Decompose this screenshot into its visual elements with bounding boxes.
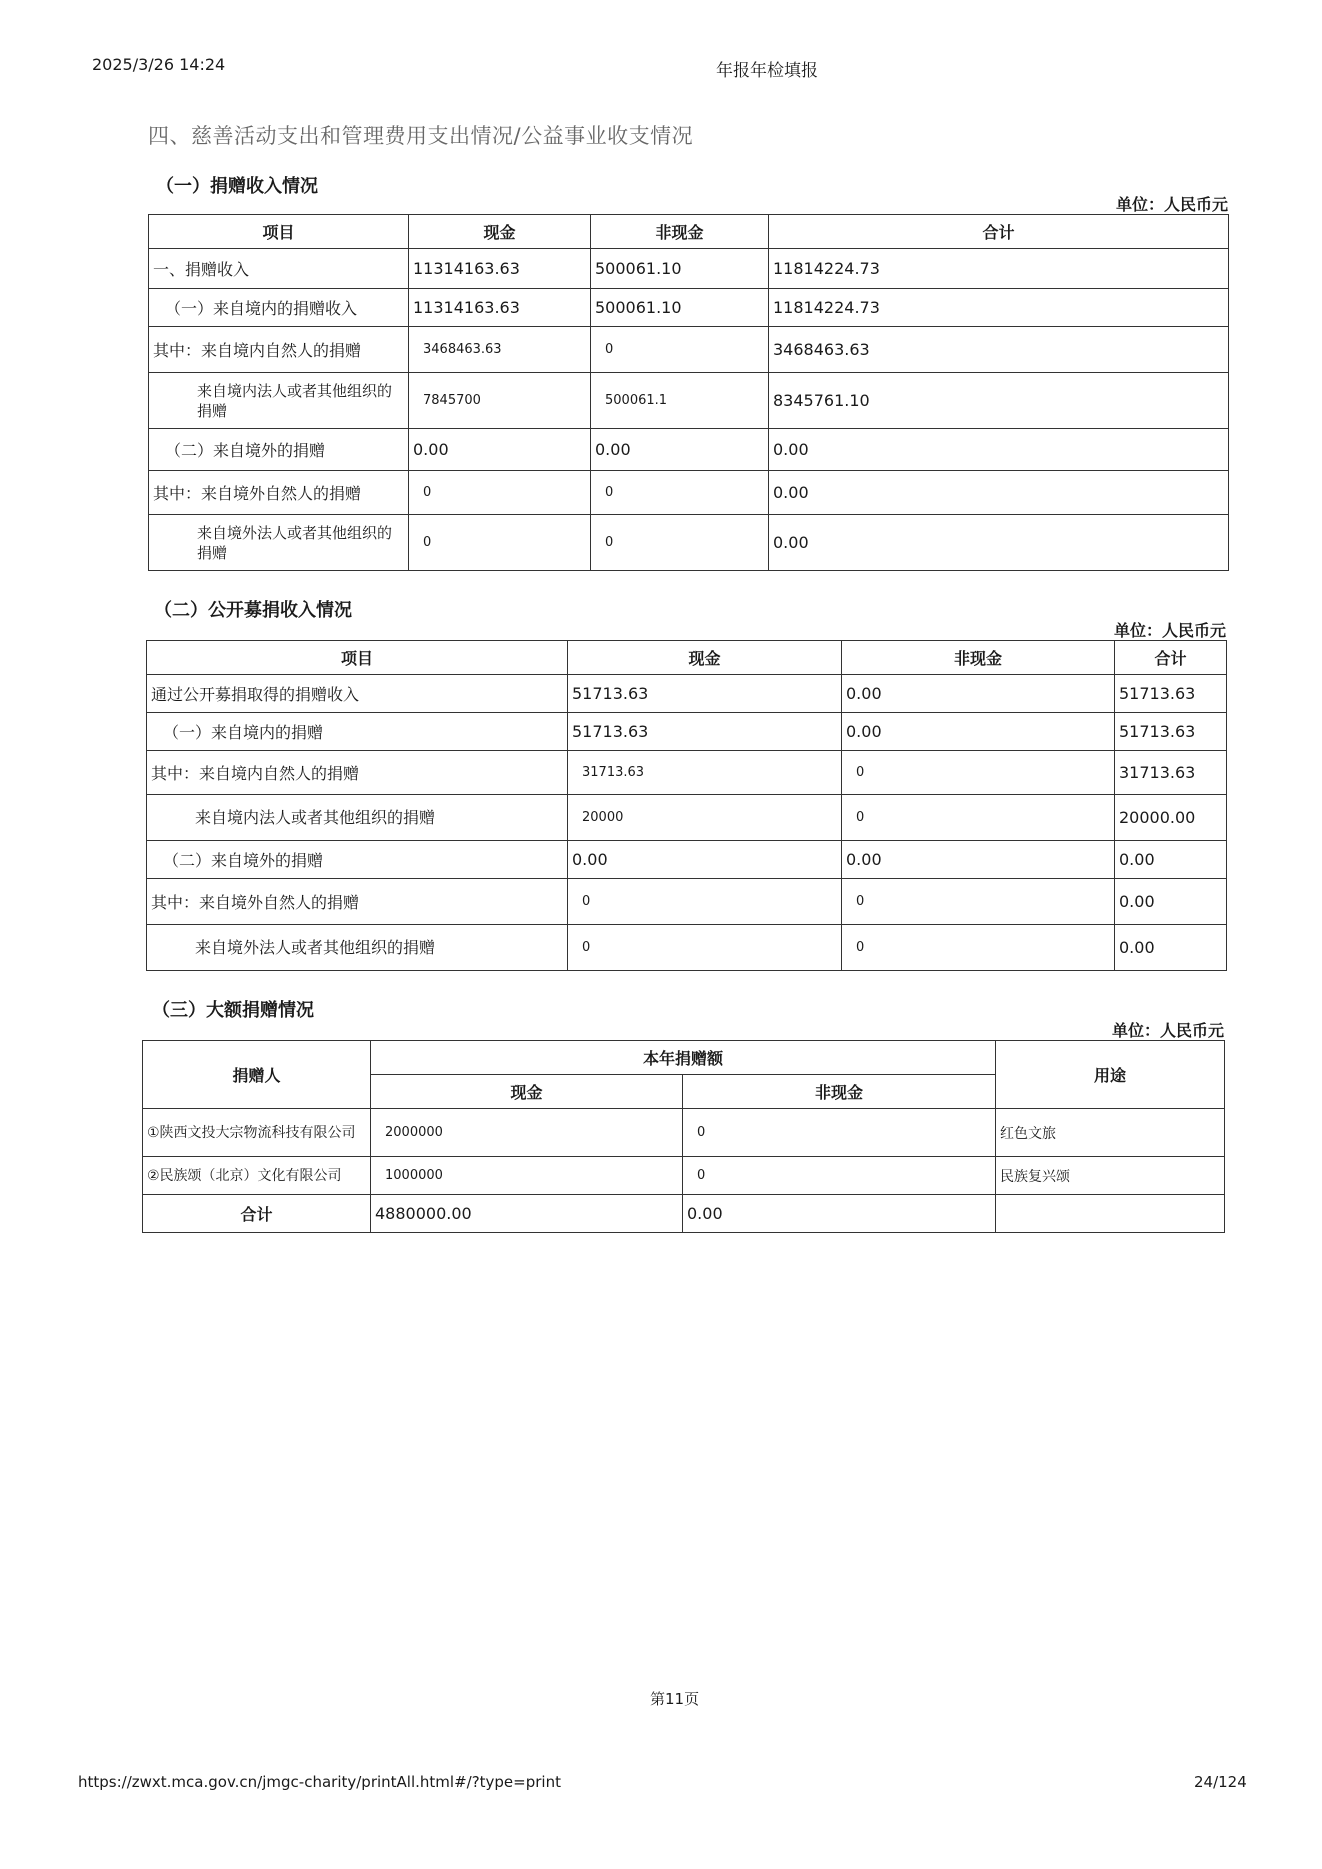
row-label: 来自境内法人或者其他组织的捐赠 xyxy=(147,795,568,841)
use-cell: 民族复兴颂 xyxy=(996,1157,1225,1195)
footer-url: https://zwxt.mca.gov.cn/jmgc-charity/printAll.html#/?type=print xyxy=(78,1773,561,1791)
cash-cell: 0.00 xyxy=(409,429,591,471)
col-header-cash: 现金 xyxy=(568,641,842,675)
noncash-cell: 0 xyxy=(842,925,1115,971)
table1-unit: 单位：人民币元 xyxy=(1115,195,1228,214)
col-header-noncash: 非现金 xyxy=(842,641,1115,675)
total-cell: 11814224.73 xyxy=(769,289,1229,327)
cash-cell: 11314163.63 xyxy=(409,249,591,289)
use-cell: 红色文旅 xyxy=(996,1109,1225,1157)
table-row xyxy=(147,879,1227,925)
noncash-cell: 0 xyxy=(591,327,769,373)
print-datetime: 2025/3/26 14:24 xyxy=(92,55,226,74)
cash-cell: 1000000 xyxy=(371,1157,683,1195)
donor-name: ②民族颂（北京）文化有限公司 xyxy=(143,1157,371,1195)
cash-cell: 0 xyxy=(568,879,842,925)
noncash-cell: 0.00 xyxy=(683,1195,996,1233)
table-row xyxy=(149,373,1229,429)
table-row xyxy=(149,327,1229,373)
donation-income-table xyxy=(148,214,1229,571)
noncash-cell: 500061.1 xyxy=(591,373,769,429)
noncash-cell: 0 xyxy=(591,515,769,571)
total-cell: 0.00 xyxy=(1115,841,1227,879)
cash-cell: 0.00 xyxy=(568,841,842,879)
table-row xyxy=(147,713,1227,751)
col-header-amount: 本年捐赠额 xyxy=(371,1041,996,1075)
row-label: 其中：来自境内自然人的捐赠 xyxy=(147,751,568,795)
noncash-cell: 0.00 xyxy=(842,675,1115,713)
row-label: 其中：来自境外自然人的捐赠 xyxy=(149,471,409,515)
col-header-noncash: 非现金 xyxy=(683,1075,996,1109)
table-row xyxy=(149,515,1229,571)
noncash-cell: 500061.10 xyxy=(591,249,769,289)
table-row xyxy=(143,1109,1225,1157)
row-label: （二）来自境外的捐赠 xyxy=(149,429,409,471)
row-label: （一）来自境内的捐赠收入 xyxy=(149,289,409,327)
row-label: （一）来自境内的捐赠 xyxy=(147,713,568,751)
total-row xyxy=(143,1195,1225,1233)
use-cell xyxy=(996,1195,1225,1233)
total-cell: 0.00 xyxy=(1115,925,1227,971)
section-title: 四、慈善活动支出和管理费用支出情况/公益事业收支情况 xyxy=(148,124,694,148)
row-label: 来自境内法人或者其他组织的捐赠 xyxy=(149,373,409,429)
total-cell: 0.00 xyxy=(769,515,1229,571)
noncash-cell: 0 xyxy=(842,751,1115,795)
cash-cell: 51713.63 xyxy=(568,675,842,713)
table-row xyxy=(149,471,1229,515)
table-row xyxy=(149,249,1229,289)
total-cell: 20000.00 xyxy=(1115,795,1227,841)
cash-cell: 7845700 xyxy=(409,373,591,429)
table-row xyxy=(147,795,1227,841)
total-cell: 31713.63 xyxy=(1115,751,1227,795)
table2-unit: 单位：人民币元 xyxy=(1113,621,1226,640)
total-label: 合计 xyxy=(143,1195,371,1233)
total-cell: 11814224.73 xyxy=(769,249,1229,289)
noncash-cell: 0 xyxy=(842,795,1115,841)
major-donations-table xyxy=(142,1040,1225,1233)
footer-page-count: 24/124 xyxy=(1194,1773,1247,1791)
page-number: 第11页 xyxy=(650,1690,700,1708)
cash-cell: 11314163.63 xyxy=(409,289,591,327)
cash-cell: 51713.63 xyxy=(568,713,842,751)
col-header-total: 合计 xyxy=(769,215,1229,249)
col-header-cash: 现金 xyxy=(409,215,591,249)
col-header-use: 用途 xyxy=(996,1041,1225,1109)
cash-cell: 0 xyxy=(409,515,591,571)
cash-cell: 2000000 xyxy=(371,1109,683,1157)
row-label: 来自境外法人或者其他组织的捐赠 xyxy=(149,515,409,571)
table-row xyxy=(147,925,1227,971)
table1-title: （一）捐赠收入情况 xyxy=(156,176,318,197)
row-label: （二）来自境外的捐赠 xyxy=(147,841,568,879)
col-header-total: 合计 xyxy=(1115,641,1227,675)
col-header-item: 项目 xyxy=(147,641,568,675)
noncash-cell: 0 xyxy=(683,1157,996,1195)
cash-cell: 0 xyxy=(568,925,842,971)
table2-title: （二）公开募捐收入情况 xyxy=(154,600,352,621)
noncash-cell: 0 xyxy=(591,471,769,515)
col-header-donor: 捐赠人 xyxy=(143,1041,371,1109)
row-label: 来自境外法人或者其他组织的捐赠 xyxy=(147,925,568,971)
table-row xyxy=(147,841,1227,879)
table-row xyxy=(143,1157,1225,1195)
noncash-cell: 0.00 xyxy=(591,429,769,471)
col-header-item: 项目 xyxy=(149,215,409,249)
total-cell: 8345761.10 xyxy=(769,373,1229,429)
noncash-cell: 0 xyxy=(842,879,1115,925)
table-row xyxy=(147,675,1227,713)
cash-cell: 31713.63 xyxy=(568,751,842,795)
row-label: 其中：来自境外自然人的捐赠 xyxy=(147,879,568,925)
cash-cell: 4880000.00 xyxy=(371,1195,683,1233)
table-row xyxy=(149,429,1229,471)
total-cell: 3468463.63 xyxy=(769,327,1229,373)
noncash-cell: 500061.10 xyxy=(591,289,769,327)
col-header-noncash: 非现金 xyxy=(591,215,769,249)
row-label: 其中：来自境内自然人的捐赠 xyxy=(149,327,409,373)
noncash-cell: 0 xyxy=(683,1109,996,1157)
cash-cell: 3468463.63 xyxy=(409,327,591,373)
col-header-cash: 现金 xyxy=(371,1075,683,1109)
row-label: 通过公开募捐取得的捐赠收入 xyxy=(147,675,568,713)
donor-name: ①陕西文投大宗物流科技有限公司 xyxy=(143,1109,371,1157)
public-fundraising-table xyxy=(146,640,1227,971)
noncash-cell: 0.00 xyxy=(842,713,1115,751)
total-cell: 51713.63 xyxy=(1115,675,1227,713)
cash-cell: 20000 xyxy=(568,795,842,841)
cash-cell: 0 xyxy=(409,471,591,515)
page-header-title: 年报年检填报 xyxy=(716,61,818,81)
noncash-cell: 0.00 xyxy=(842,841,1115,879)
table3-title: （三）大额捐赠情况 xyxy=(152,1000,314,1021)
total-cell: 0.00 xyxy=(769,429,1229,471)
total-cell: 0.00 xyxy=(769,471,1229,515)
total-cell: 51713.63 xyxy=(1115,713,1227,751)
table-row xyxy=(147,751,1227,795)
row-label: 一、捐赠收入 xyxy=(149,249,409,289)
total-cell: 0.00 xyxy=(1115,879,1227,925)
table3-unit: 单位：人民币元 xyxy=(1111,1021,1224,1040)
table-row xyxy=(149,289,1229,327)
